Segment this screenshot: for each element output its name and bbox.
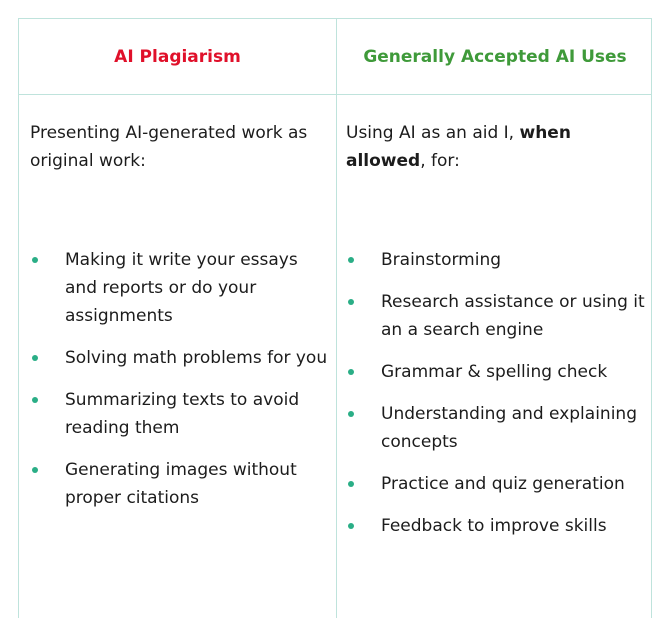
list-item xyxy=(346,512,646,540)
bullet-icon xyxy=(32,257,38,263)
list-item-text: Research assistance or using it an a search engine xyxy=(381,292,645,340)
accepted-uses-list xyxy=(346,246,646,554)
bullet-icon xyxy=(348,299,354,305)
list-item-text: Grammar & spelling check xyxy=(381,362,608,382)
list-item xyxy=(30,456,330,512)
ai-plagiarism-header: AI Plagiarism xyxy=(114,46,241,67)
accepted-uses-column xyxy=(346,119,646,536)
accepted-uses-header: Generally Accepted AI Uses xyxy=(363,46,627,67)
list-item-text: Making it write your essays and reports or do your assignments xyxy=(65,250,298,326)
list-item xyxy=(30,386,330,442)
intro-emphasis: when allowed xyxy=(346,123,571,171)
comparison-table xyxy=(18,18,652,618)
list-item xyxy=(346,358,646,386)
bullet-icon xyxy=(348,481,354,487)
bullet-icon xyxy=(348,523,354,529)
header-divider xyxy=(19,94,651,95)
bullet-icon xyxy=(32,397,38,403)
ai-plagiarism-list xyxy=(30,246,330,526)
bullet-icon xyxy=(348,411,354,417)
bullet-icon xyxy=(348,369,354,375)
ai-plagiarism-intro: Presenting AI-generated work as original work: xyxy=(30,123,308,171)
list-item xyxy=(346,246,646,274)
list-item xyxy=(346,288,646,344)
accepted-uses-intro xyxy=(346,119,646,175)
list-item-text: Generating images without proper citations xyxy=(65,460,297,508)
list-item xyxy=(346,470,646,498)
column-divider xyxy=(336,19,337,618)
list-item xyxy=(30,246,330,330)
ai-plagiarism-column xyxy=(30,119,330,508)
list-item-text: Understanding and explaining concepts xyxy=(381,404,637,452)
list-item-text: Brainstorming xyxy=(381,250,502,270)
bullet-icon xyxy=(32,355,38,361)
bullet-icon xyxy=(32,467,38,473)
list-item-text: Feedback to improve skills xyxy=(381,516,607,536)
list-item xyxy=(30,344,330,372)
list-item xyxy=(346,400,646,456)
list-item-text: Summarizing texts to avoid reading them xyxy=(65,390,300,438)
intro-text: Using AI as an aid I, xyxy=(346,123,520,143)
bullet-icon xyxy=(348,257,354,263)
list-item-text: Practice and quiz generation xyxy=(381,474,625,494)
list-item-text: Solving math problems for you xyxy=(65,348,328,368)
intro-text-end: , for: xyxy=(420,151,460,171)
